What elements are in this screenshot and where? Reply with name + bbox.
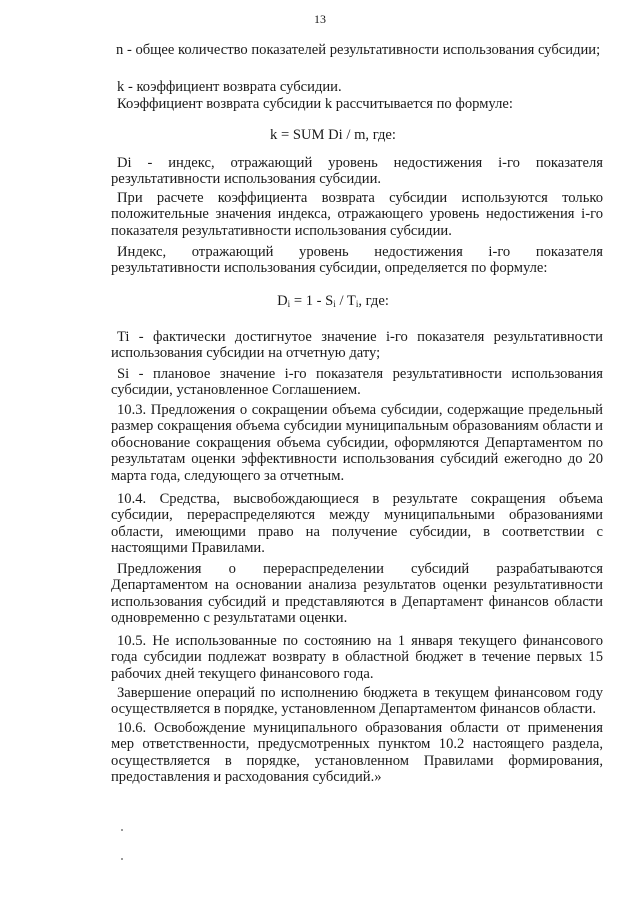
- paragraph-k-calculation: Коэффициент возврата субсидии k рассчитывается по формуле:: [117, 96, 513, 112]
- paragraph-10-3: 10.3. Предложения о сокращении объема субсидии, содержащие предельный размер сокращения объема субсидии муниципальным образованиям области и обоснование сокращения объема субсидии, оформляются Департаментом по результатам оценки эффективности использования субсидий ежегодно до 20 марта года, следующего за отчетным.: [111, 402, 603, 484]
- paragraph-index-calculation: Индекс, отражающий уровень недостижения i-го показателя результативности использования субсидии, определяется по формуле:: [111, 244, 603, 277]
- paragraph-10-5: 10.5. Не использованные по состоянию на 1 января текущего финансового года субсидии подлежат возврату в областной бюджет в течение первых 15 рабочих дней текущего финансового года.: [111, 633, 603, 682]
- scan-artifact: [121, 829, 123, 831]
- paragraph-completion: Завершение операций по исполнению бюджета в текущем финансовом году осуществляется в порядке, установленном Департаментом финансов области.: [111, 685, 603, 718]
- scan-artifact: [121, 858, 123, 860]
- formula-k: [0, 127, 640, 143]
- paragraph-10-6: 10.6. Освобождение муниципального образования области от применения мер ответственности, предусмотренных пунктом 10.2 настоящего раздела, осуществляется в порядке, установленном Правилами формирования, предоставления и расходования субсидий.»: [111, 720, 603, 786]
- formula-k-expression: k = SUM Di / m,: [270, 127, 370, 143]
- paragraph-positive-values: При расчете коэффициента возврата субсидии используются только положительные значения индекса, отражающего уровень недостижения i-го показателя результативности использования субсидии.: [111, 190, 603, 239]
- formula-di-suffix: где:: [365, 293, 389, 309]
- paragraph-di-definition: Di - индекс, отражающий уровень недостижения i-го показателя результативности использования субсидии.: [111, 155, 603, 188]
- paragraph-k-definition: k - коэффициент возврата субсидии.: [117, 79, 342, 95]
- paragraph-redistribution: Предложения о перераспределении субсидий разрабатываются Департаментом на основании анализа результатов оценки результативности использования субсидий и представляются в Департамент финансов области одновременно с результатами оценки.: [111, 561, 603, 627]
- formula-di-expression: $D_i = 1 - S_i / T_i$,: [277, 293, 362, 309]
- page-number: 13: [314, 12, 326, 26]
- paragraph-n-definition: n - общее количество показателей результативности использования субсидии;: [116, 42, 601, 58]
- formula-di: [0, 293, 640, 309]
- paragraph-10-4: 10.4. Средства, высвобождающиеся в результате сокращения объема субсидии, перераспределяются между муниципальными образованиями области, имеющими право на получение субсидии, в соответствии с настоящими Правилами.: [111, 491, 603, 557]
- formula-k-suffix: где:: [372, 127, 396, 143]
- paragraph-si-definition: Si - плановое значение i-го показателя результативности использования субсидии, установленное Соглашением.: [111, 366, 603, 399]
- paragraph-ti-definition: Ti - фактически достигнутое значение i-го показателя результативности использования субсидии на отчетную дату;: [111, 329, 603, 362]
